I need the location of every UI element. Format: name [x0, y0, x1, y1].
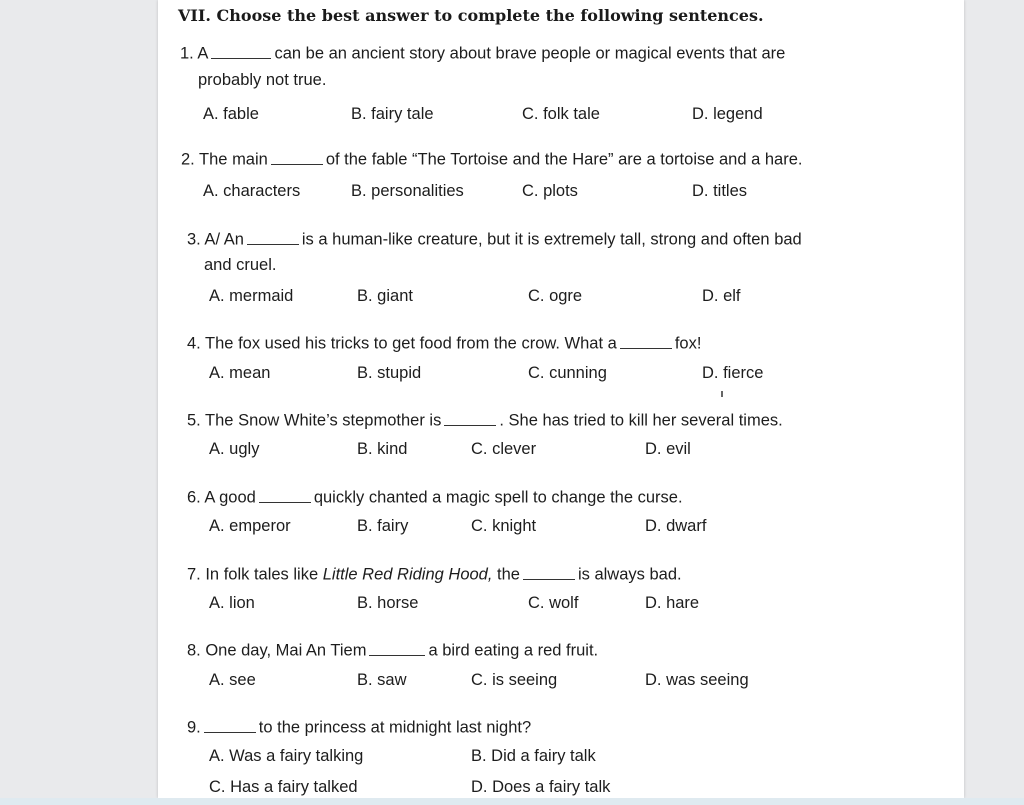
- stray-mark: [721, 391, 723, 397]
- question-2: 2. The main of the fable “The Tortoise and the Hare” are a tortoise and a hare.: [181, 147, 802, 170]
- question-6: 6. A good quickly chanted a magic spell to change the curse.: [187, 485, 683, 508]
- q8-option-c: C. is seeing: [471, 671, 558, 689]
- q6-option-c: C. knight: [471, 517, 537, 535]
- worksheet-page: [158, 0, 964, 798]
- question-4: 4. The fox used his tricks to get food from the crow. What a fox!: [187, 331, 701, 354]
- q1-option-c: C. folk tale: [522, 105, 600, 123]
- q1-option-d: D. legend: [692, 105, 763, 123]
- answer-blank: [444, 408, 496, 426]
- section-title: VII. Choose the best answer to complete the following sentences.: [178, 6, 764, 25]
- q8-option-a: A. see: [209, 671, 256, 689]
- answer-blank: [247, 227, 299, 245]
- q2-option-d: D. titles: [692, 182, 748, 200]
- q7-option-c: C. wolf: [528, 594, 579, 612]
- question-3-continued: and cruel.: [204, 256, 277, 274]
- q4-option-a: A. mean: [209, 364, 271, 382]
- answer-blank: [204, 715, 256, 733]
- q9-option-a: A. Was a fairy talking: [209, 747, 364, 765]
- story-title: Little Red Riding Hood,: [322, 565, 493, 584]
- answer-blank: [211, 41, 271, 59]
- q5-option-d: D. evil: [645, 440, 691, 458]
- q9-option-c: C. Has a fairy talked: [209, 778, 358, 796]
- q4-option-d: D. fierce: [702, 364, 764, 382]
- q1-option-b: B. fairy tale: [351, 105, 434, 123]
- question-3: 3. A/ An is a human-like creature, but it is extremely tall, strong and often bad: [187, 227, 802, 250]
- q4-option-b: B. stupid: [357, 364, 422, 382]
- answer-blank: [620, 331, 672, 349]
- bottom-edge: [0, 798, 1024, 805]
- q5-option-b: B. kind: [357, 440, 408, 458]
- q3-option-c: C. ogre: [528, 287, 583, 305]
- question-5: 5. The Snow White’s stepmother is . She has tried to kill her several times.: [187, 408, 783, 431]
- q3-option-a: A. mermaid: [209, 287, 294, 305]
- q6-option-d: D. dwarf: [645, 517, 707, 535]
- q9-option-d: D. Does a fairy talk: [471, 778, 611, 796]
- question-9: 9. to the princess at midnight last night?: [187, 715, 531, 738]
- answer-blank: [369, 638, 425, 656]
- answer-blank: [259, 485, 311, 503]
- q7-option-d: D. hare: [645, 594, 700, 612]
- q4-option-c: C. cunning: [528, 364, 607, 382]
- q9-option-b: B. Did a fairy talk: [471, 747, 596, 765]
- question-1-continued: probably not true.: [198, 71, 327, 89]
- q2-option-a: A. characters: [203, 182, 301, 200]
- answer-blank: [271, 147, 323, 165]
- q3-option-b: B. giant: [357, 287, 413, 305]
- q6-option-a: A. emperor: [209, 517, 291, 535]
- q8-option-d: D. was seeing: [645, 671, 749, 689]
- q1-option-a: A. fable: [203, 105, 259, 123]
- answer-blank: [523, 562, 575, 580]
- q7-option-a: A. lion: [209, 594, 255, 612]
- question-7: 7. In folk tales like Little Red Riding Hood, the is always bad.: [187, 562, 682, 585]
- q6-option-b: B. fairy: [357, 517, 409, 535]
- q8-option-b: B. saw: [357, 671, 407, 689]
- q2-option-c: C. plots: [522, 182, 578, 200]
- q5-option-a: A. ugly: [209, 440, 260, 458]
- q7-option-b: B. horse: [357, 594, 419, 612]
- q2-option-b: B. personalities: [351, 182, 464, 200]
- question-1: 1. A can be an ancient story about brave people or magical events that are: [180, 41, 785, 64]
- q3-option-d: D. elf: [702, 287, 741, 305]
- question-8: 8. One day, Mai An Tiem a bird eating a red fruit.: [187, 638, 598, 661]
- q5-option-c: C. clever: [471, 440, 537, 458]
